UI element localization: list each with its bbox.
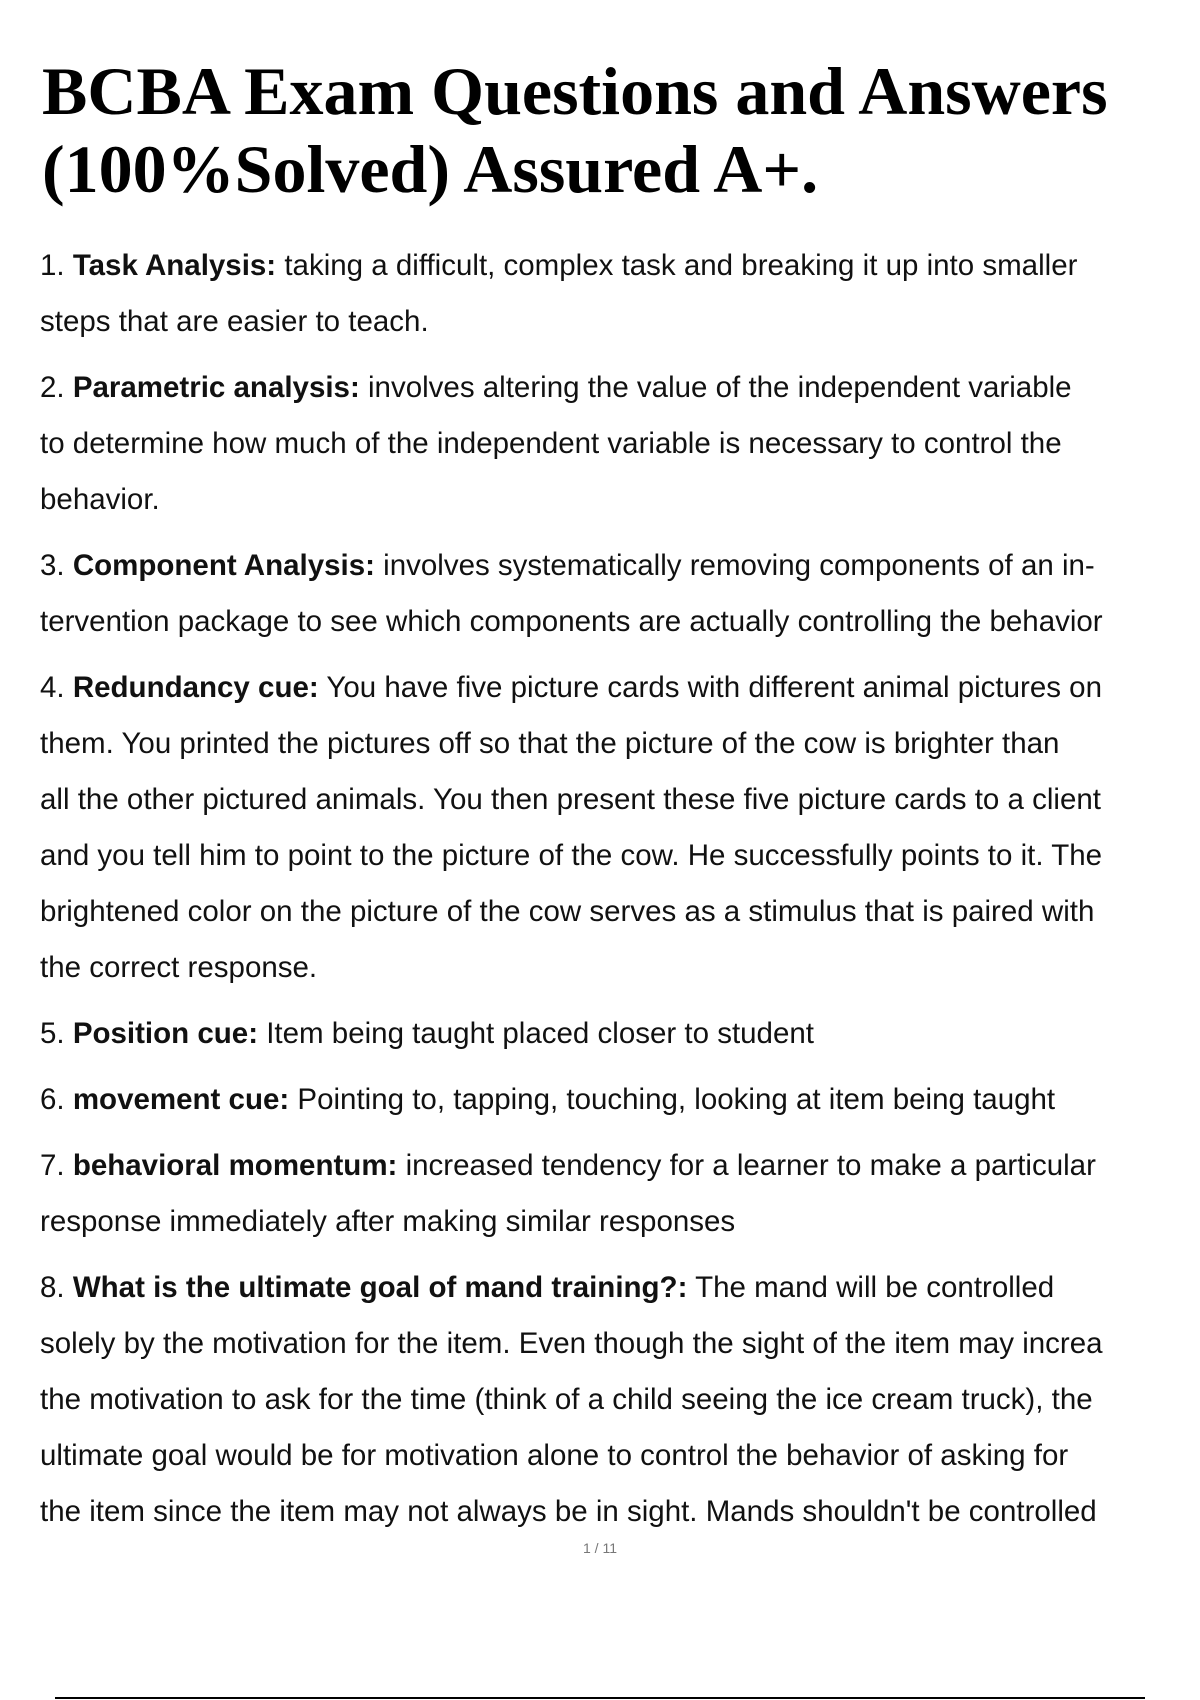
item-text: increased tendency for a learner to make a particular — [397, 1149, 1096, 1182]
item-text: taking a difficult, complex task and breaking it up into smaller — [276, 249, 1078, 282]
item-term: What is the ultimate goal of mand training?: — [72, 1271, 688, 1304]
item-text: brightened color on the picture of the cow serves as a stimulus that is paired with — [40, 895, 1095, 928]
item-term: Task Analysis: — [72, 249, 277, 282]
item-term: movement cue: — [72, 1083, 290, 1116]
list-item — [40, 660, 1200, 996]
list-item — [40, 1072, 1200, 1128]
page-number: 1 / 11 — [583, 1540, 617, 1556]
list-item — [40, 360, 1200, 528]
item-number: 2. — [40, 371, 65, 404]
item-text: all the other pictured animals. You then present these five picture cards to a client — [40, 783, 1101, 816]
item-term: behavioral momentum: — [72, 1149, 398, 1182]
item-text: ultimate goal would be for motivation alone to control the behavior of asking for — [40, 1439, 1069, 1472]
item-text: steps that are easier to teach. — [40, 305, 429, 338]
item-text: and you tell him to point to the picture of the cow. He successfully points to it. The — [40, 839, 1103, 872]
item-text: the correct response. — [40, 951, 318, 984]
item-term: Component Analysis: — [72, 549, 375, 582]
list-item — [40, 238, 1200, 350]
title-line-1: BCBA Exam Questions and Answers — [42, 53, 1108, 129]
item-text: Item being taught placed closer to student — [258, 1017, 814, 1050]
item-text: The mand will be controlled — [687, 1271, 1055, 1304]
item-term: Parametric analysis: — [72, 371, 360, 404]
item-text: You have five picture cards with different animal pictures on — [318, 671, 1102, 704]
item-number: 4. — [40, 671, 65, 704]
item-number: 5. — [40, 1017, 65, 1050]
item-number: 6. — [40, 1083, 65, 1116]
item-text: Pointing to, tapping, touching, looking at item being taught — [289, 1083, 1056, 1116]
list-item — [40, 538, 1200, 650]
item-text: the motivation to ask for the time (think of a child seeing the ice cream truck), the — [40, 1383, 1093, 1416]
question-list — [40, 238, 1200, 1550]
item-text: solely by the motivation for the item. Even though the sight of the item may increa — [40, 1327, 1103, 1360]
item-text: involves systematically removing components of an in- — [374, 549, 1095, 582]
list-item — [40, 1260, 1200, 1540]
item-number: 7. — [40, 1149, 65, 1182]
item-text: the item since the item may not always be in sight. Mands shouldn't be controlled — [40, 1495, 1097, 1528]
item-number: 3. — [40, 549, 65, 582]
item-text: response immediately after making similar responses — [40, 1205, 736, 1238]
title-line-2: (100%Solved) Assured A+. — [42, 131, 819, 207]
item-term: Redundancy cue: — [72, 671, 319, 704]
footer-divider — [55, 1697, 1145, 1699]
item-text: tervention package to see which components are actually controlling the behavior — [40, 605, 1103, 638]
list-item — [40, 1138, 1200, 1250]
item-number: 1. — [40, 249, 65, 282]
item-number: 8. — [40, 1271, 65, 1304]
item-text: them. You printed the pictures off so that the picture of the cow is brighter than — [40, 727, 1060, 760]
item-text: involves altering the value of the independent variable — [359, 371, 1072, 404]
item-text: to determine how much of the independent variable is necessary to control the — [40, 427, 1062, 460]
item-text: behavior. — [40, 483, 160, 516]
item-term: Position cue: — [72, 1017, 259, 1050]
list-item — [40, 1006, 1200, 1062]
document-title — [42, 52, 1192, 208]
